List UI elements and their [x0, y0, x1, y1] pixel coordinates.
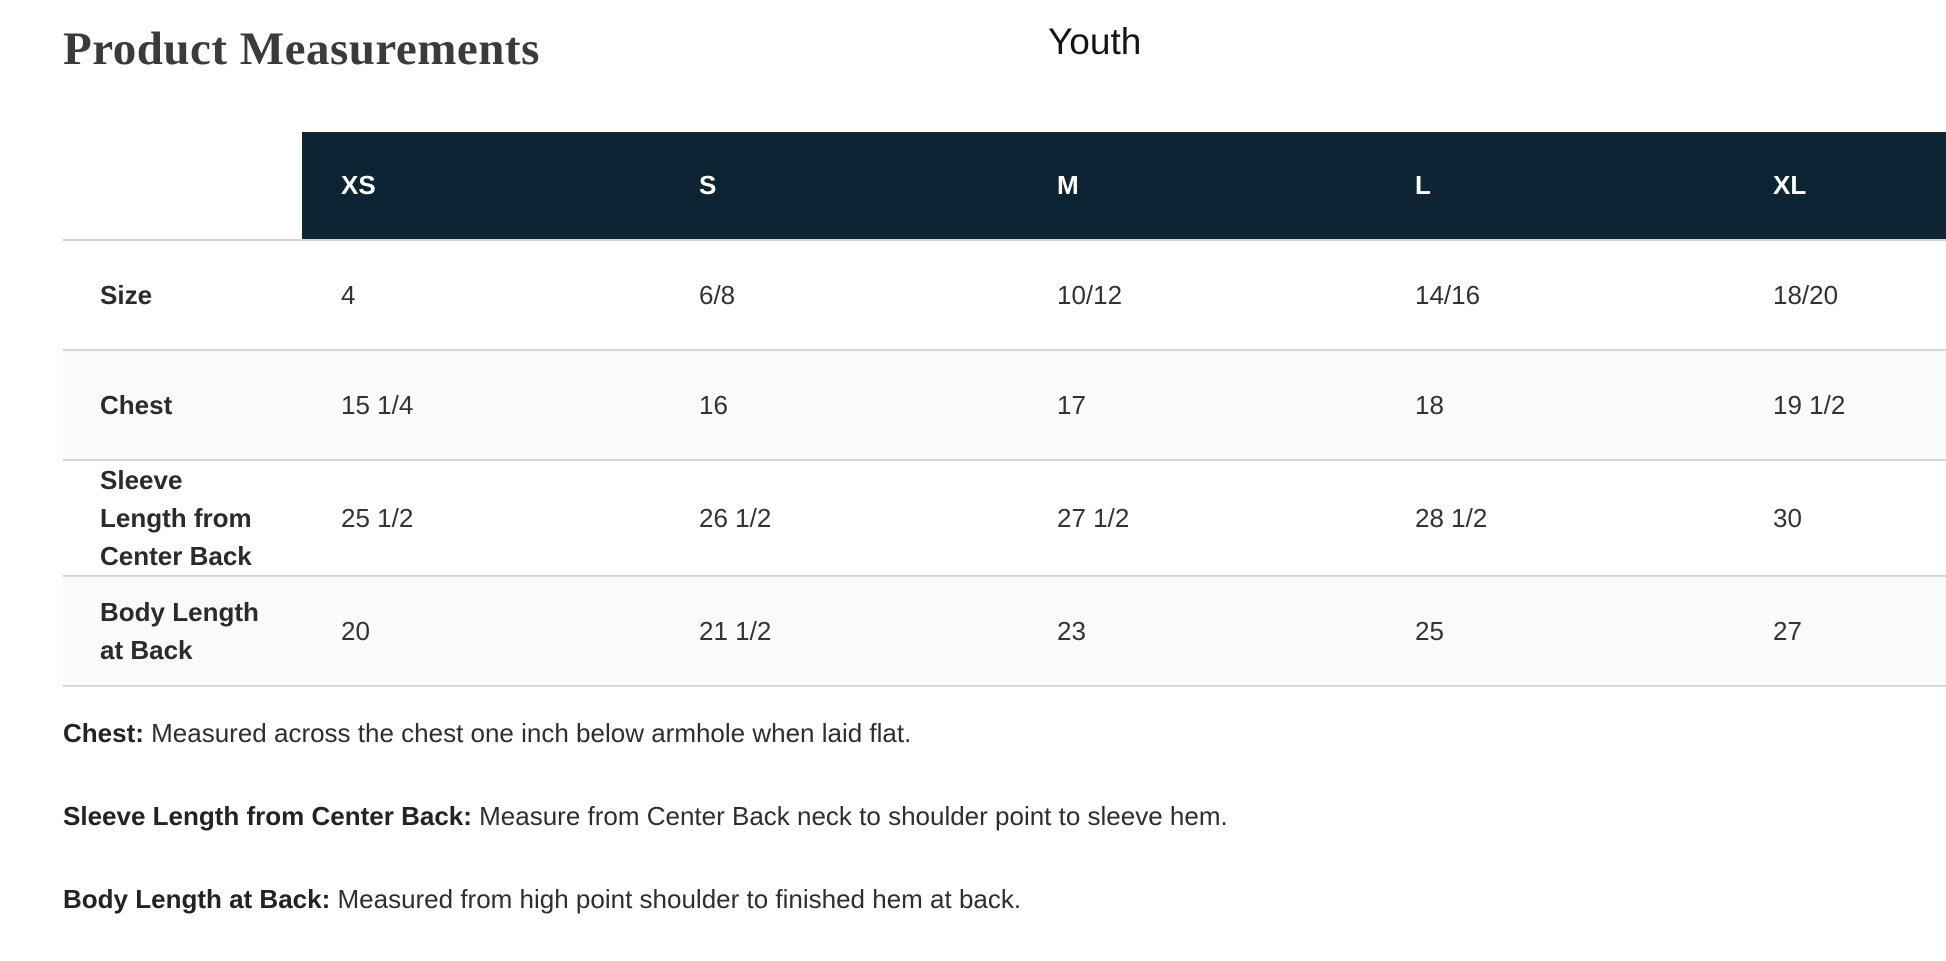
table-cell: 6/8 — [699, 279, 736, 310]
table-row-body-length — [63, 576, 1946, 686]
table-cell: 19 1/2 — [1773, 389, 1846, 420]
column-header-xl: XL — [1734, 132, 1946, 240]
row-label-chest: Chest — [100, 390, 173, 420]
note-sleeve-length-term: Sleeve Length from Center Back: — [63, 801, 472, 831]
table-cell: 27 — [1773, 615, 1802, 646]
table-cell: 21 1/2 — [699, 615, 772, 646]
measurement-notes — [63, 718, 1763, 961]
table-cell: 25 1/2 — [341, 502, 414, 533]
table-cell: 23 — [1057, 615, 1086, 646]
table-row-size — [63, 240, 1946, 350]
note-chest — [63, 718, 1763, 748]
table-cell: 16 — [699, 389, 728, 420]
table-cell: 4 — [341, 279, 356, 310]
table-cell: 26 1/2 — [699, 502, 772, 533]
size-chart-header-row — [63, 132, 1946, 240]
table-row-sleeve-length — [63, 460, 1946, 576]
note-chest-term: Chest: — [63, 718, 144, 748]
table-cell: 28 1/2 — [1415, 502, 1488, 533]
table-row-chest — [63, 350, 1946, 460]
column-header-xs: XS — [302, 132, 660, 240]
column-header-s: S — [660, 132, 1018, 240]
row-label-body-length: Body Length at Back — [100, 597, 259, 665]
row-label-sleeve-length: Sleeve Length from Center Back — [100, 465, 252, 571]
table-cell: 15 1/4 — [341, 389, 414, 420]
table-corner-cell — [63, 132, 302, 240]
row-label-size: Size — [100, 280, 153, 310]
note-sleeve-length-definition: Measure from Center Back neck to shoulder point to sleeve hem. — [479, 801, 1228, 831]
category-label-youth: Youth — [1048, 21, 1142, 62]
note-body-length — [63, 884, 1763, 914]
column-header-l: L — [1376, 132, 1734, 240]
size-chart-wrapper — [63, 132, 1946, 687]
size-chart-table — [63, 132, 1946, 687]
note-sleeve-length — [63, 801, 1763, 831]
table-cell: 14/16 — [1415, 279, 1481, 310]
note-body-length-term: Body Length at Back: — [63, 884, 331, 914]
table-cell: 17 — [1057, 389, 1086, 420]
column-header-m: M — [1018, 132, 1376, 240]
table-cell: 20 — [341, 615, 370, 646]
table-cell: 27 1/2 — [1057, 502, 1130, 533]
page-title: Product Measurements — [63, 23, 540, 75]
table-cell: 18/20 — [1773, 279, 1839, 310]
table-cell: 30 — [1773, 502, 1802, 533]
table-cell: 25 — [1415, 615, 1444, 646]
note-body-length-definition: Measured from high point shoulder to finished hem at back. — [337, 884, 1022, 914]
note-chest-definition: Measured across the chest one inch below armhole when laid flat. — [151, 718, 912, 748]
table-cell: 18 — [1415, 389, 1444, 420]
table-cell: 10/12 — [1057, 279, 1123, 310]
